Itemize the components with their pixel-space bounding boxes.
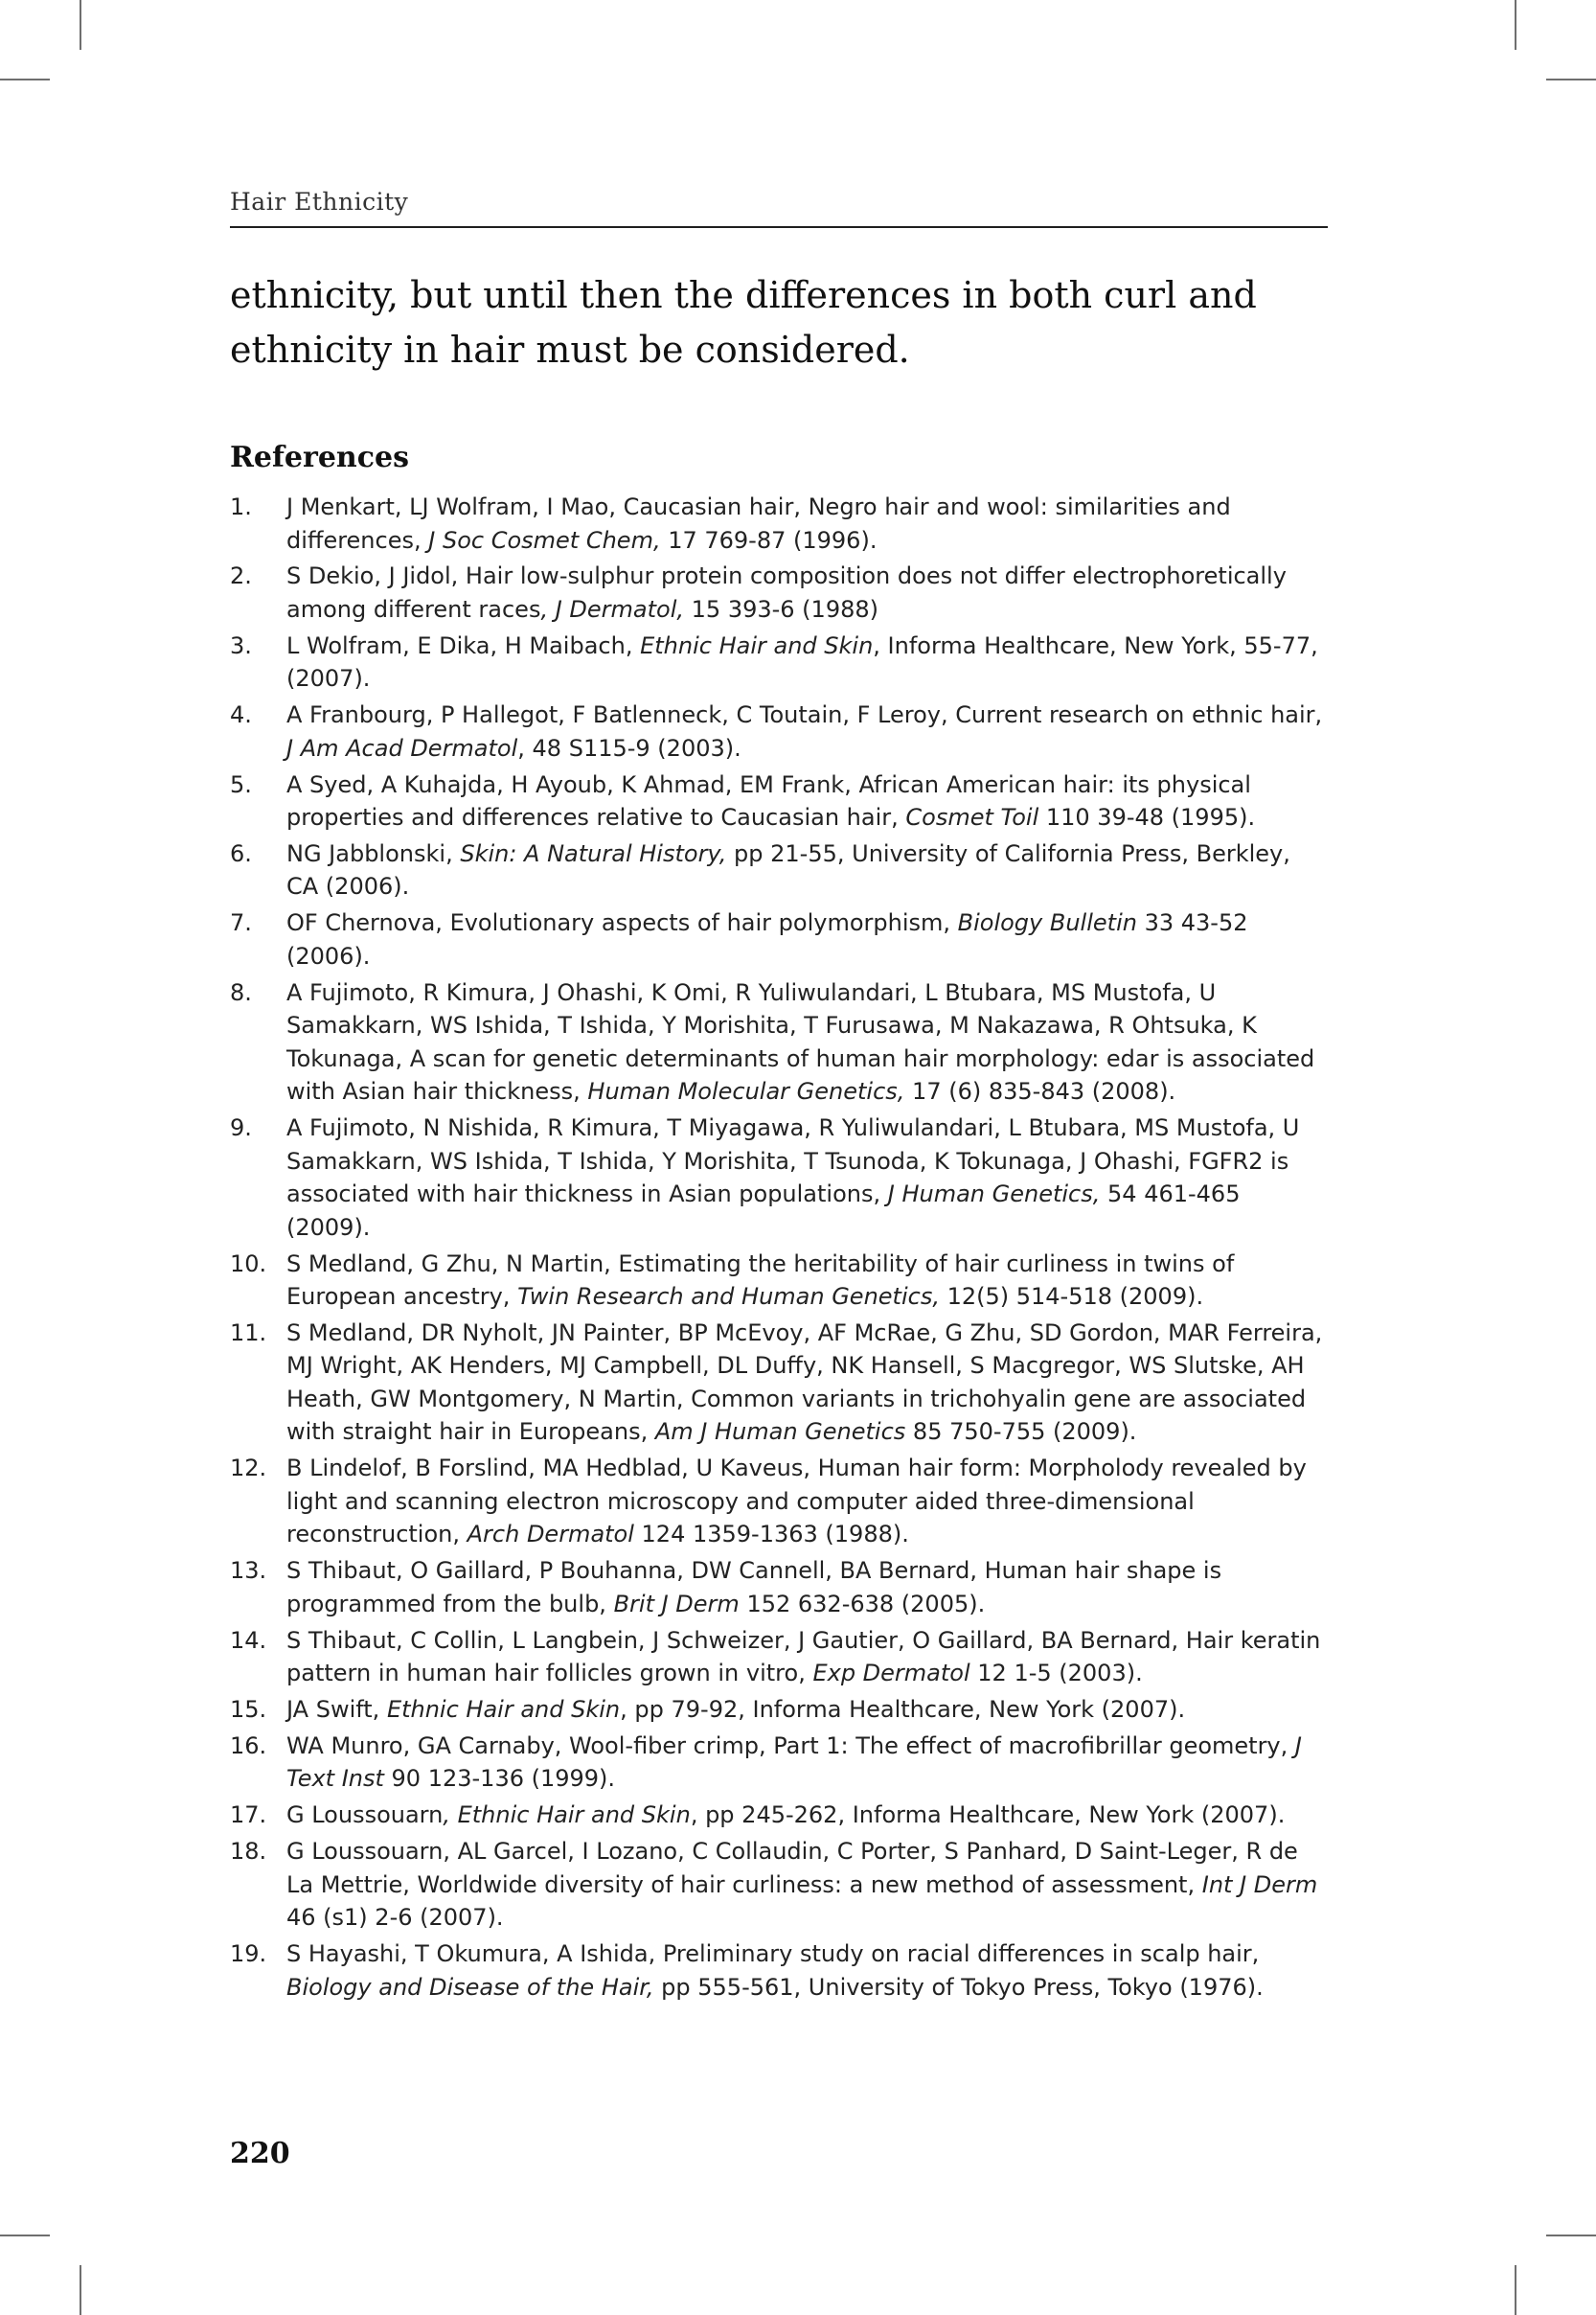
intro-paragraph: ethnicity, but until then the differences in both curl and ethnicity in hair must be considered. bbox=[230, 274, 1257, 371]
header-rule bbox=[230, 226, 1328, 228]
reference-citation-details: 12(5) 514-518 (2009). bbox=[939, 1283, 1204, 1311]
reference-text: G Loussouarn bbox=[286, 1801, 444, 1829]
reference-source-italic: Int J Derm bbox=[1201, 1870, 1318, 1898]
reference-source-italic: Am J Human Genetics bbox=[654, 1418, 906, 1446]
reference-number: 10. bbox=[230, 1249, 267, 1277]
reference-citation-details: 124 1359-1363 (1988). bbox=[633, 1521, 909, 1548]
reference-source-italic: Biology and Disease of the Hair, bbox=[286, 1973, 654, 2001]
reference-text: J Menkart, LJ Wolfram, I Mao, Caucasian hair, Negro hair and wool: similarities and differences, bbox=[286, 493, 1231, 554]
reference-source-italic: Twin Research and Human Genetics, bbox=[517, 1283, 940, 1311]
reference-item bbox=[230, 1693, 1328, 1727]
reference-text: B Lindelof, B Forslind, MA Hedblad, U Kaveus, Human hair form: Morpholody revealed by light and scanning electron microscopy and computer aided three-dimensional reconstruction, bbox=[286, 1455, 1307, 1548]
reference-text: JA Swift, bbox=[286, 1695, 387, 1723]
reference-source-italic: Ethnic Hair and Skin bbox=[640, 631, 874, 659]
reference-source-italic: Brit J Derm bbox=[613, 1590, 740, 1617]
reference-list bbox=[230, 491, 1328, 2006]
reference-item bbox=[230, 1452, 1328, 1551]
crop-mark-top-right-horizontal bbox=[1546, 79, 1596, 80]
reference-text: A Syed, A Kuhajda, H Ayoub, K Ahmad, EM Frank, African American hair: its physical properties and differences relative to Caucasian hair, bbox=[286, 770, 1251, 832]
reference-item bbox=[230, 491, 1328, 557]
reference-number: 7. bbox=[230, 909, 252, 937]
reference-text: L Wolfram, E Dika, H Maibach, bbox=[286, 631, 641, 659]
reference-text: S Medland, DR Nyholt, JN Painter, BP McEvoy, AF McRae, G Zhu, SD Gordon, MAR Ferreira, MJ Wright, AK Henders, MJ Campbell, DL Duffy, NK Hansell, S Macgregor, WS Slutske, AH Heath, GW Montgomery, N Martin, Common variants in trichohyalin gene are associated with straight hair in Europeans, bbox=[286, 1318, 1323, 1446]
reference-item bbox=[230, 1730, 1328, 1796]
crop-mark-bottom-right-horizontal bbox=[1546, 2235, 1596, 2236]
reference-item bbox=[230, 699, 1328, 765]
crop-mark-bottom-left-horizontal bbox=[0, 2235, 50, 2236]
reference-citation-details: , 48 S115-9 (2003). bbox=[517, 734, 741, 762]
reference-number: 11. bbox=[230, 1318, 267, 1346]
reference-number: 17. bbox=[230, 1801, 267, 1829]
reference-citation-details: 33 43-52 (2006). bbox=[286, 909, 1248, 970]
reference-citation-details: 54 461-465 (2009). bbox=[286, 1180, 1241, 1241]
reference-text: S Thibaut, C Collin, L Langbein, J Schweizer, J Gautier, O Gaillard, BA Bernard, Hair keratin pattern in human hair follicles grown in vitro, bbox=[286, 1626, 1321, 1687]
reference-source-italic: J Human Genetics, bbox=[887, 1180, 1101, 1208]
reference-item bbox=[230, 906, 1328, 973]
reference-number: 15. bbox=[230, 1695, 267, 1723]
reference-number: 12. bbox=[230, 1455, 267, 1482]
reference-citation-details: , Informa Healthcare, New York, 55-77, (2007). bbox=[286, 631, 1318, 693]
reference-number: 14. bbox=[230, 1626, 267, 1654]
reference-item bbox=[230, 560, 1328, 626]
reference-source-italic: Human Molecular Genetics, bbox=[587, 1078, 905, 1106]
reference-item bbox=[230, 1835, 1328, 1935]
reference-source-italic: Biology Bulletin bbox=[957, 909, 1137, 937]
reference-number: 1. bbox=[230, 493, 252, 520]
reference-item bbox=[230, 837, 1328, 904]
crop-mark-top-right-vertical bbox=[1515, 0, 1516, 50]
reference-text: A Fujimoto, R Kimura, J Ohashi, K Omi, R Yuliwulandari, L Btubara, MS Mustofa, U Samakkarn, WS Ishida, T Ishida, Y Morishita, T Furusawa, M Nakazawa, R Ohtsuka, K Tokunaga, A scan for genetic determinants of human hair morphology: edar is associated with Asian hair thickness, bbox=[286, 978, 1315, 1106]
reference-source-italic: Skin: A Natural History, bbox=[460, 839, 727, 867]
reference-citation-details: 46 (s1) 2-6 (2007). bbox=[286, 1904, 504, 1932]
reference-source-italic: J Soc Cosmet Chem, bbox=[428, 526, 661, 554]
reference-citation-details: pp 21-55, University of California Press, Berkley, CA (2006). bbox=[286, 839, 1290, 901]
reference-number: 8. bbox=[230, 978, 252, 1006]
reference-item bbox=[230, 976, 1328, 1109]
reference-source-italic: J Am Acad Dermatol bbox=[286, 734, 518, 762]
reference-number: 9. bbox=[230, 1114, 252, 1142]
reference-text: G Loussouarn, AL Garcel, I Lozano, C Collaudin, C Porter, S Panhard, D Saint-Leger, R de La Mettrie, Worldwide diversity of hair curliness: a new method of assessment, bbox=[286, 1838, 1298, 1898]
reference-number: 5. bbox=[230, 770, 252, 798]
reference-number: 16. bbox=[230, 1731, 267, 1759]
references-heading: References bbox=[230, 441, 409, 474]
reference-source-italic: , Ethnic Hair and Skin bbox=[443, 1801, 691, 1829]
reference-text: S Thibaut, O Gaillard, P Bouhanna, DW Cannell, BA Bernard, Human hair shape is programmed from the bulb, bbox=[286, 1557, 1222, 1617]
reference-source-italic: J Text Inst bbox=[286, 1731, 1302, 1793]
reference-item bbox=[230, 1937, 1328, 2004]
reference-citation-details: 152 632-638 (2005). bbox=[739, 1590, 986, 1617]
reference-citation-details: 15 393-6 (1988) bbox=[684, 595, 878, 623]
reference-number: 19. bbox=[230, 1940, 267, 1968]
reference-item bbox=[230, 1554, 1328, 1620]
reference-item bbox=[230, 1248, 1328, 1314]
reference-number: 2. bbox=[230, 562, 252, 590]
reference-text: S Hayashi, T Okumura, A Ishida, Preliminary study on racial differences in scalp hair, bbox=[286, 1940, 1260, 1968]
reference-number: 3. bbox=[230, 631, 252, 659]
reference-item bbox=[230, 630, 1328, 696]
reference-number: 4. bbox=[230, 701, 252, 729]
reference-source-italic: , J Dermatol, bbox=[540, 595, 685, 623]
reference-item bbox=[230, 1112, 1328, 1244]
reference-citation-details: 12 1-5 (2003). bbox=[969, 1660, 1143, 1687]
reference-text: S Medland, G Zhu, N Martin, Estimating the heritability of hair curliness in twins of European ancestry, bbox=[286, 1249, 1235, 1311]
reference-item bbox=[230, 1624, 1328, 1690]
crop-mark-top-left-horizontal bbox=[0, 79, 50, 80]
reference-text: OF Chernova, Evolutionary aspects of hair polymorphism, bbox=[286, 909, 958, 937]
reference-number: 6. bbox=[230, 839, 252, 867]
crop-mark-bottom-left-vertical bbox=[80, 2265, 81, 2315]
reference-citation-details: 85 750-755 (2009). bbox=[905, 1418, 1137, 1446]
reference-number: 13. bbox=[230, 1557, 267, 1585]
reference-number: 18. bbox=[230, 1838, 267, 1866]
crop-mark-bottom-right-vertical bbox=[1515, 2265, 1516, 2315]
reference-item bbox=[230, 1799, 1328, 1832]
reference-citation-details: , pp 79-92, Informa Healthcare, New York (2007). bbox=[620, 1695, 1186, 1723]
reference-item bbox=[230, 1317, 1328, 1449]
reference-item bbox=[230, 768, 1328, 835]
reference-citation-details: 110 39-48 (1995). bbox=[1038, 804, 1256, 832]
reference-citation-details: , pp 245-262, Informa Healthcare, New York (2007). bbox=[690, 1801, 1286, 1829]
reference-source-italic: Ethnic Hair and Skin bbox=[386, 1695, 621, 1723]
reference-text: A Fujimoto, N Nishida, R Kimura, T Miyagawa, R Yuliwulandari, L Btubara, MS Mustofa, U Samakkarn, WS Ishida, T Ishida, Y Morishita, T Tsunoda, K Tokunaga, J Ohashi, FGFR2 is associated with hair thickness in Asian populations, bbox=[286, 1114, 1300, 1208]
reference-source-italic: Arch Dermatol bbox=[467, 1521, 634, 1548]
reference-text: WA Munro, GA Carnaby, Wool-fiber crimp, Part 1: The effect of macrofibrillar geometry, bbox=[286, 1731, 1295, 1759]
reference-source-italic: Cosmet Toil bbox=[905, 804, 1039, 832]
running-head: Hair Ethnicity bbox=[230, 188, 409, 216]
reference-text: A Franbourg, P Hallegot, F Batlenneck, C Toutain, F Leroy, Current research on ethnic hair, bbox=[286, 701, 1323, 729]
reference-text: NG Jabblonski, bbox=[286, 839, 461, 867]
reference-citation-details: 90 123-136 (1999). bbox=[383, 1765, 616, 1793]
reference-citation-details: 17 769-87 (1996). bbox=[660, 526, 878, 554]
reference-source-italic: Exp Dermatol bbox=[812, 1660, 970, 1687]
crop-mark-top-left-vertical bbox=[80, 0, 81, 50]
page-number: 220 bbox=[230, 2137, 290, 2170]
reference-citation-details: pp 555-561, University of Tokyo Press, Tokyo (1976). bbox=[653, 1973, 1264, 2001]
reference-text: S Dekio, J Jidol, Hair low-sulphur protein composition does not differ electrophoretically among different races bbox=[286, 562, 1287, 623]
reference-citation-details: 17 (6) 835-843 (2008). bbox=[904, 1078, 1176, 1106]
